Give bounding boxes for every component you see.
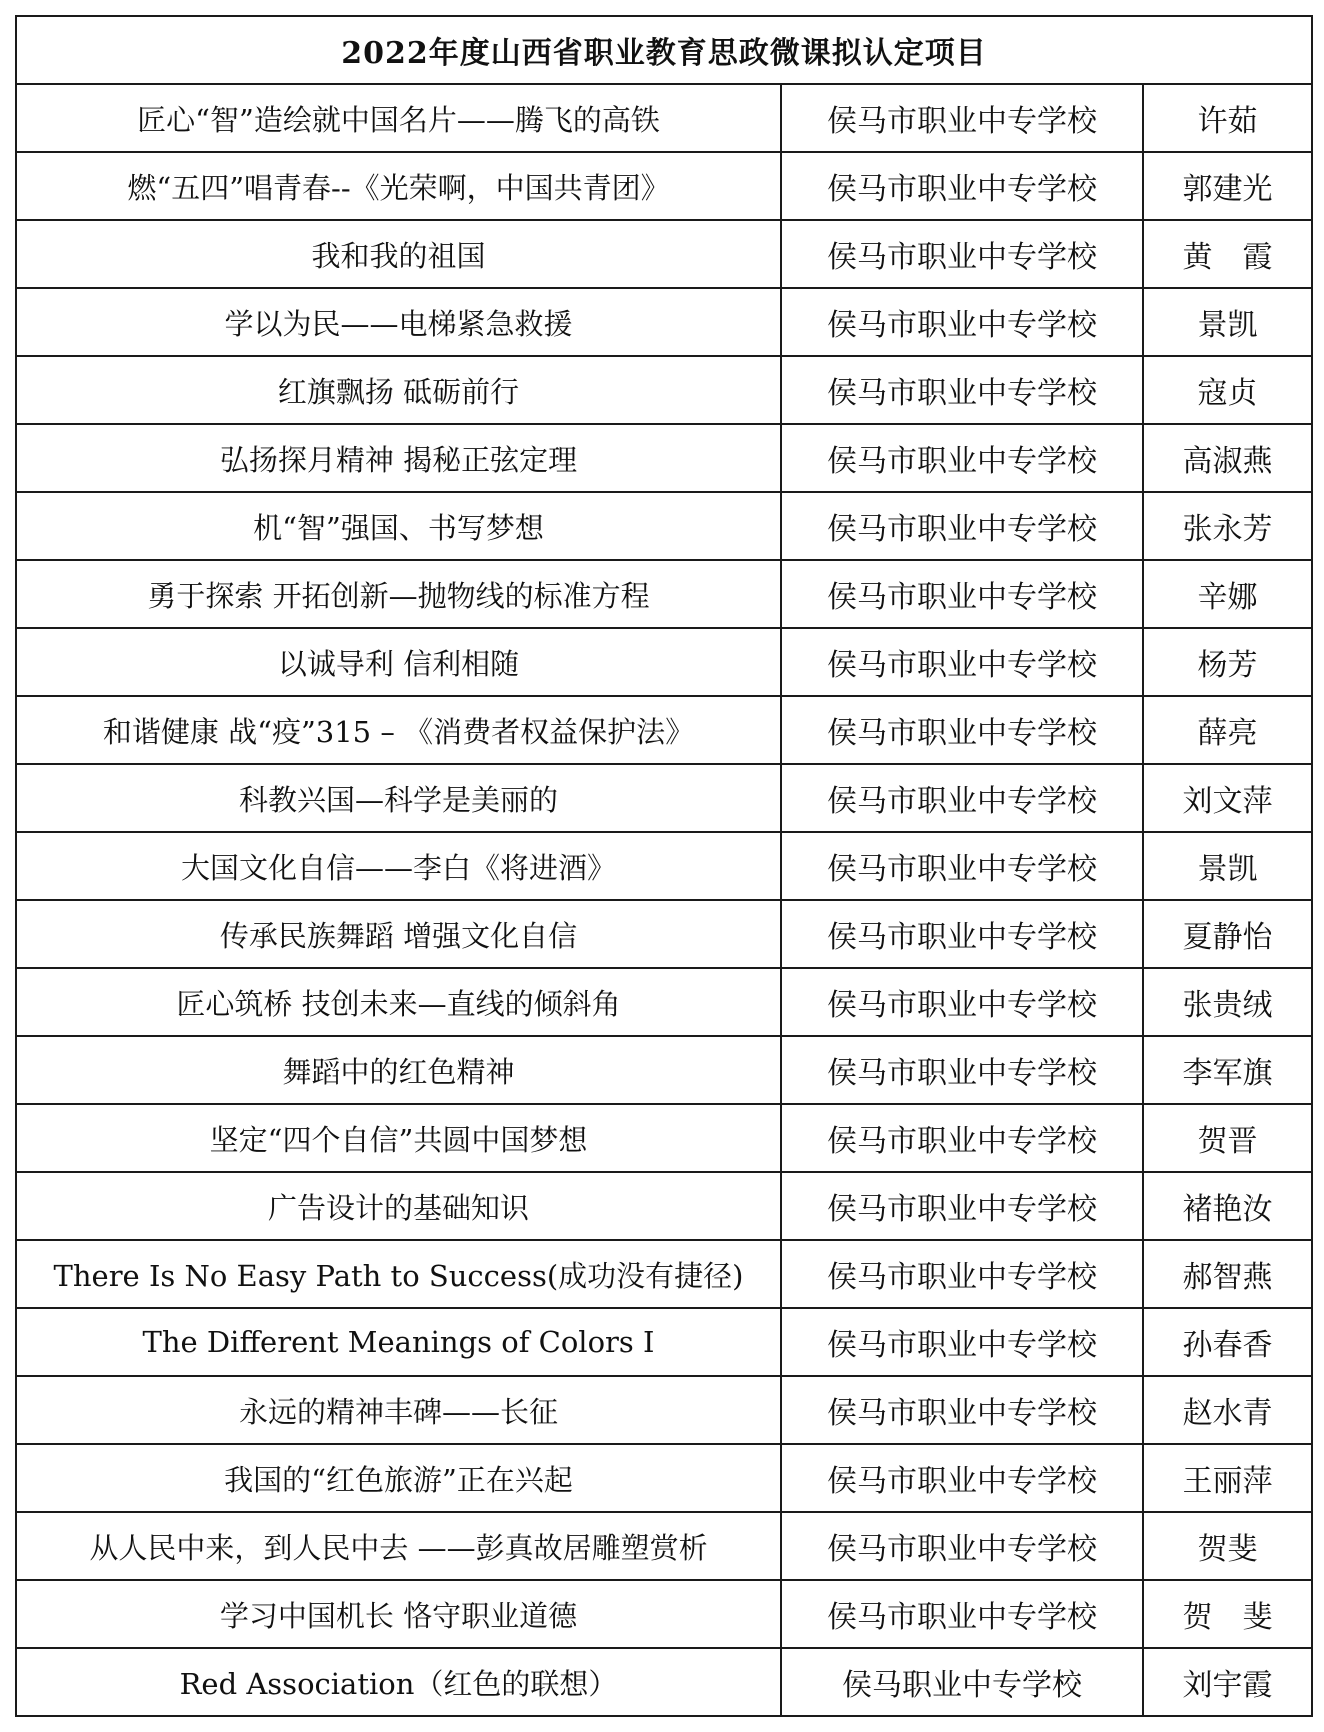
school-cell: 侯马市职业中专学校 xyxy=(781,356,1143,424)
school-cell: 侯马市职业中专学校 xyxy=(781,220,1143,288)
table-row xyxy=(16,832,1312,900)
teacher-cell: 郭建光 xyxy=(1143,152,1312,220)
school-cell: 侯马市职业中专学校 xyxy=(781,1376,1143,1444)
school-cell: 侯马市职业中专学校 xyxy=(781,1444,1143,1512)
table-body xyxy=(16,84,1312,1716)
course-title-cell: 和谐健康 战“疫”315 – 《消费者权益保护法》 xyxy=(16,696,781,764)
table-row xyxy=(16,1240,1312,1308)
school-cell: 侯马市职业中专学校 xyxy=(781,764,1143,832)
course-title-cell: There Is No Easy Path to Success(成功没有捷径) xyxy=(16,1240,781,1308)
course-title-cell: The Different Meanings of Colors Ⅰ xyxy=(16,1308,781,1376)
course-title-cell: 红旗飘扬 砥砺前行 xyxy=(16,356,781,424)
project-table xyxy=(15,15,1313,1717)
school-cell: 侯马市职业中专学校 xyxy=(781,628,1143,696)
teacher-cell: 贺斐 xyxy=(1143,1512,1312,1580)
teacher-cell: 景凯 xyxy=(1143,288,1312,356)
school-cell: 侯马市职业中专学校 xyxy=(781,1036,1143,1104)
course-title-cell: 勇于探索 开拓创新—抛物线的标准方程 xyxy=(16,560,781,628)
school-cell: 侯马市职业中专学校 xyxy=(781,84,1143,152)
course-title-cell: 传承民族舞蹈 增强文化自信 xyxy=(16,900,781,968)
teacher-cell: 杨芳 xyxy=(1143,628,1312,696)
teacher-cell: 郝智燕 xyxy=(1143,1240,1312,1308)
table-row xyxy=(16,1172,1312,1240)
table-row xyxy=(16,560,1312,628)
teacher-cell: 景凯 xyxy=(1143,832,1312,900)
school-cell: 侯马市职业中专学校 xyxy=(781,560,1143,628)
table-row xyxy=(16,288,1312,356)
school-cell: 侯马市职业中专学校 xyxy=(781,424,1143,492)
course-title-cell: Red Association（红色的联想） xyxy=(16,1648,781,1716)
table-row xyxy=(16,968,1312,1036)
school-cell: 侯马市职业中专学校 xyxy=(781,1240,1143,1308)
table-row xyxy=(16,84,1312,152)
teacher-cell: 贺晋 xyxy=(1143,1104,1312,1172)
course-title-cell: 永远的精神丰碑——长征 xyxy=(16,1376,781,1444)
course-title-cell: 燃“五四”唱青春--《光荣啊，中国共青团》 xyxy=(16,152,781,220)
table-row xyxy=(16,1376,1312,1444)
table-row xyxy=(16,220,1312,288)
course-title-cell: 我国的“红色旅游”正在兴起 xyxy=(16,1444,781,1512)
teacher-cell: 褚艳汝 xyxy=(1143,1172,1312,1240)
teacher-cell: 李军旗 xyxy=(1143,1036,1312,1104)
course-title-cell: 学习中国机长 恪守职业道德 xyxy=(16,1580,781,1648)
teacher-cell: 寇贞 xyxy=(1143,356,1312,424)
course-title-cell: 机“智”强国、书写梦想 xyxy=(16,492,781,560)
teacher-cell: 刘文萍 xyxy=(1143,764,1312,832)
table-row xyxy=(16,1512,1312,1580)
table-row xyxy=(16,1104,1312,1172)
table-title-row xyxy=(16,16,1312,84)
table-row xyxy=(16,492,1312,560)
school-cell: 侯马市职业中专学校 xyxy=(781,1104,1143,1172)
table-row xyxy=(16,1308,1312,1376)
course-title-cell: 大国文化自信——李白《将进酒》 xyxy=(16,832,781,900)
teacher-cell: 许茹 xyxy=(1143,84,1312,152)
table-row xyxy=(16,1648,1312,1716)
table-row xyxy=(16,356,1312,424)
table-row xyxy=(16,696,1312,764)
course-title-cell: 匠心“智”造绘就中国名片——腾飞的高铁 xyxy=(16,84,781,152)
table-title: 2022年度山西省职业教育思政微课拟认定项目 xyxy=(16,16,1312,84)
teacher-cell: 王丽萍 xyxy=(1143,1444,1312,1512)
school-cell: 侯马市职业中专学校 xyxy=(781,968,1143,1036)
teacher-cell: 孙春香 xyxy=(1143,1308,1312,1376)
course-title-cell: 科教兴国—科学是美丽的 xyxy=(16,764,781,832)
table-row xyxy=(16,152,1312,220)
school-cell: 侯马市职业中专学校 xyxy=(781,492,1143,560)
teacher-cell: 黄 霞 xyxy=(1143,220,1312,288)
teacher-cell: 张永芳 xyxy=(1143,492,1312,560)
course-title-cell: 从人民中来，到人民中去 ——彭真故居雕塑赏析 xyxy=(16,1512,781,1580)
school-cell: 侯马市职业中专学校 xyxy=(781,288,1143,356)
course-title-cell: 匠心筑桥 技创未来—直线的倾斜角 xyxy=(16,968,781,1036)
table-row xyxy=(16,424,1312,492)
table-row xyxy=(16,764,1312,832)
teacher-cell: 辛娜 xyxy=(1143,560,1312,628)
table-row xyxy=(16,900,1312,968)
course-title-cell: 我和我的祖国 xyxy=(16,220,781,288)
school-cell: 侯马市职业中专学校 xyxy=(781,152,1143,220)
school-cell: 侯马市职业中专学校 xyxy=(781,696,1143,764)
teacher-cell: 薛亮 xyxy=(1143,696,1312,764)
course-title-cell: 坚定“四个自信”共圆中国梦想 xyxy=(16,1104,781,1172)
table-row xyxy=(16,1036,1312,1104)
teacher-cell: 贺 斐 xyxy=(1143,1580,1312,1648)
school-cell: 侯马市职业中专学校 xyxy=(781,832,1143,900)
course-title-cell: 学以为民——电梯紧急救援 xyxy=(16,288,781,356)
course-title-cell: 以诚导利 信利相随 xyxy=(16,628,781,696)
course-title-cell: 弘扬探月精神 揭秘正弦定理 xyxy=(16,424,781,492)
teacher-cell: 高淑燕 xyxy=(1143,424,1312,492)
teacher-cell: 赵水青 xyxy=(1143,1376,1312,1444)
school-cell: 侯马职业中专学校 xyxy=(781,1648,1143,1716)
school-cell: 侯马市职业中专学校 xyxy=(781,1308,1143,1376)
teacher-cell: 夏静怡 xyxy=(1143,900,1312,968)
table-row xyxy=(16,1580,1312,1648)
teacher-cell: 张贵绒 xyxy=(1143,968,1312,1036)
teacher-cell: 刘宇霞 xyxy=(1143,1648,1312,1716)
school-cell: 侯马市职业中专学校 xyxy=(781,1580,1143,1648)
school-cell: 侯马市职业中专学校 xyxy=(781,1512,1143,1580)
course-title-cell: 广告设计的基础知识 xyxy=(16,1172,781,1240)
school-cell: 侯马市职业中专学校 xyxy=(781,900,1143,968)
course-title-cell: 舞蹈中的红色精神 xyxy=(16,1036,781,1104)
school-cell: 侯马市职业中专学校 xyxy=(781,1172,1143,1240)
table-row xyxy=(16,628,1312,696)
table-row xyxy=(16,1444,1312,1512)
